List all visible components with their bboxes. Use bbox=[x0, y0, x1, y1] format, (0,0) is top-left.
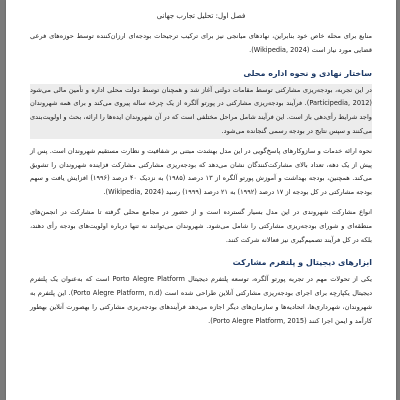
document-page bbox=[6, 0, 396, 400]
section-heading-institutional-structure: ساختار نهادی و نحوه اداره محلی bbox=[243, 68, 372, 78]
paragraph: منابع برای محله خاص خود بنابراین، نهادهای میانجی نیز برای ترکیب ترجیحات بودجه‌ای ارزان‌کننده توسط حوزه‌های فرعی قضایی مورد نیاز است (Wikipedia, 2024). bbox=[30, 32, 372, 54]
paragraph: در این تجربه، بودجه‌ریزی مشارکتی توسط مقامات دولتی آغاز شد و همچنان توسط دولت محلی اداره و تأمین مالی می‌شود (Participedia, 2012). فرآیند بودجه‌ریزی مشارکتی در پورتو آلگره از یک چرخه ساله پیروی می‌کند و برای همه شهروندان واجد شرایط رأی‌دهی باز است. این فرآیند شامل مراحل مختلفی است که در آن شهروندان ایده‌ها را ارائه، بحث و اولویت‌بندی می‌کنند و سپس نتایج در بودجه رسمی گنجانده می‌شود. bbox=[30, 84, 372, 139]
page-content bbox=[30, 30, 372, 335]
paragraph: انواع مشارکت شهروندی در این مدل بسیار گسترده است و از حضور در مجامع محلی گرفته تا مشارکت در انجمن‌های منطقه‌ای و شورای بودجه‌ریزی مشارکتی را شامل می‌شود. شهروندان می‌توانند نه تنها درباره اولویت‌های بودجه رأی دهند، بلکه در کل فرآیند تصمیم‌گیری نیز فعالانه شرکت کنند. bbox=[30, 207, 372, 244]
running-header: فصل اول: تحلیل تجارب جهانی bbox=[156, 12, 246, 20]
section-heading-digital-tools: ابزارهای دیجیتال و پلتفرم مشارکت bbox=[232, 258, 372, 268]
paragraph: یکی از تحولات مهم در تجربه پورتو آلگره، توسعه پلتفرم دیجیتال Porto Alegre Platform است که به‌عنوان یک پلتفرم دیجیتال یکپارچه برای اجرای بودجه‌ریزی مشارکتی آنلاین طراحی شده است (Porto Alegre Platform, n.d). این پلتفرم به شهروندان، شهرداری‌ها، اتحادیه‌ها و سازمان‌های دیگر اجازه می‌دهد فرآیندهای بودجه‌ریزی مشارکتی را بهصورت آنلاین بهطور کارآمد و ایمن اجرا کنند (Porto Alegre Platform, 2015). bbox=[30, 275, 372, 325]
paragraph: نحوه ارائه خدمات و سازوکارهای پاسخ‌گویی در این مدل بهشدت مبتنی بر شفافیت و نظارت مستقیم شهروندان است. پس از پیش از یک دهه، تعداد بالای مشارکت‌کنندگان نشان می‌دهد که بودجه‌ریزی مشارکتی مشارکت فزاینده شهروندان را تشویق می‌کند. همچنین، بودجه بهداشت و آموزش پورتو آلگره از ۱۳ درصد (۱۹۸۵) به نزدیک ۴۰ درصد (۱۹۹۶) افزایش یافت و سهم بودجه مشارکتی در کل بودجه از ۱۷ درصد (۱۹۹۲) به ۲۱ درصد (۱۹۹۹) رسید (Wikipedia, 2024). bbox=[30, 146, 373, 197]
